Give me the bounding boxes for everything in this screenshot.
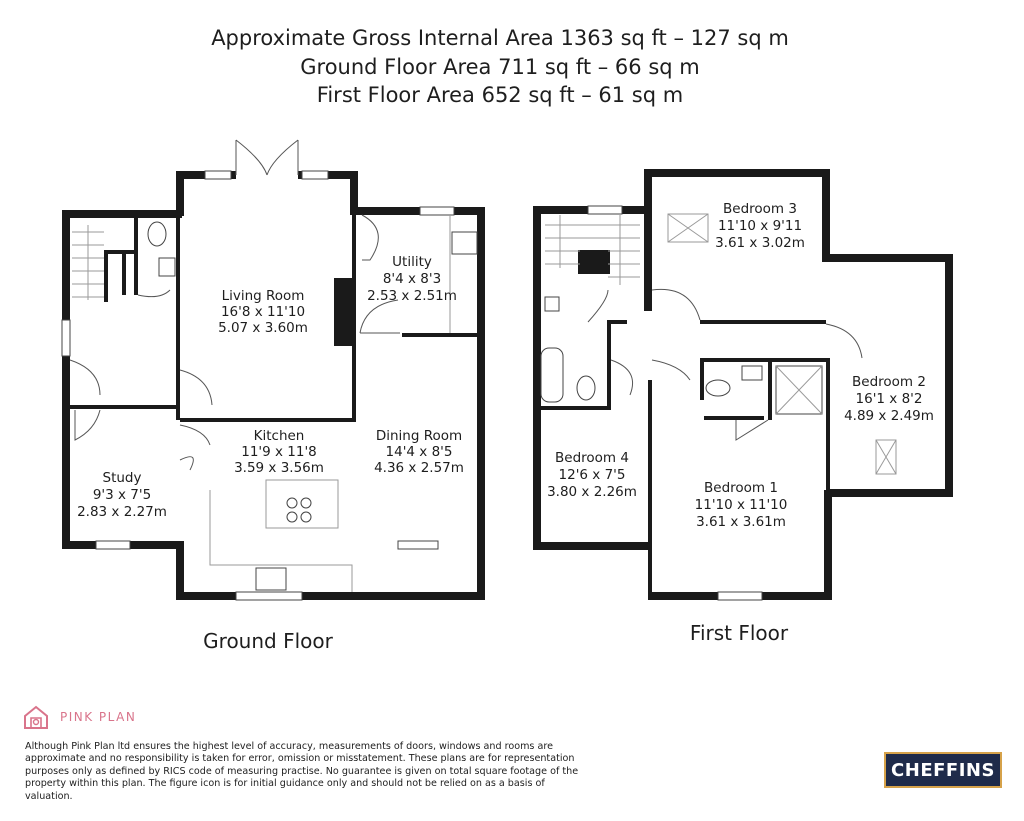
wall xyxy=(824,490,832,600)
first-floor-area-title: First Floor Area 652 sq ft – 61 sq m xyxy=(316,83,684,107)
wall xyxy=(104,250,108,302)
svg-text:Bedroom 2: Bedroom 2 xyxy=(852,374,926,390)
svg-text:12'6 x 7'5: 12'6 x 7'5 xyxy=(558,467,626,483)
shower-tray xyxy=(776,366,822,414)
wall xyxy=(477,207,485,600)
wall xyxy=(176,215,180,420)
wall xyxy=(350,171,358,211)
wall xyxy=(176,171,184,216)
svg-text:Kitchen: Kitchen xyxy=(253,428,305,444)
svg-text:4.89 x 2.49m: 4.89 x 2.49m xyxy=(844,408,934,424)
window xyxy=(588,206,622,214)
svg-text:Bedroom 1: Bedroom 1 xyxy=(704,480,778,496)
window xyxy=(236,592,302,600)
wall xyxy=(350,207,484,215)
svg-text:3.61 x 3.61m: 3.61 x 3.61m xyxy=(696,514,786,530)
wall xyxy=(607,320,611,408)
ground-floor-area-title: Ground Floor Area 711 sq ft – 66 sq m xyxy=(300,55,700,79)
staircase xyxy=(72,225,104,300)
wall xyxy=(134,215,138,295)
svg-text:3.59 x 3.56m: 3.59 x 3.56m xyxy=(234,460,324,476)
svg-text:Bedroom 4: Bedroom 4 xyxy=(555,450,629,466)
ground-floor-plan xyxy=(62,140,485,653)
svg-text:3.80 x 2.26m: 3.80 x 2.26m xyxy=(547,484,637,500)
door xyxy=(826,324,862,358)
svg-text:11'10 x 9'11: 11'10 x 9'11 xyxy=(717,218,803,234)
door xyxy=(736,420,768,440)
window xyxy=(398,541,438,549)
bedroom-1-label xyxy=(695,480,788,530)
svg-text:16'1 x 8'2: 16'1 x 8'2 xyxy=(855,391,923,407)
svg-text:11'9 x 11'8: 11'9 x 11'8 xyxy=(241,444,317,460)
svg-text:5.07 x 3.60m: 5.07 x 3.60m xyxy=(218,320,308,336)
door xyxy=(75,410,100,440)
door xyxy=(611,360,633,395)
wall xyxy=(122,250,126,295)
svg-text:8'4 x 8'3: 8'4 x 8'3 xyxy=(382,271,442,287)
basin xyxy=(545,297,559,311)
hob-icon xyxy=(287,498,311,522)
wall xyxy=(822,254,952,262)
svg-text:2.83 x 2.27m: 2.83 x 2.27m xyxy=(77,504,167,520)
chimney-breast xyxy=(334,278,354,346)
wall xyxy=(180,418,356,422)
wall xyxy=(768,358,772,420)
door xyxy=(180,370,212,405)
worktop xyxy=(210,490,352,592)
wall xyxy=(700,358,704,400)
door xyxy=(360,300,400,333)
wall xyxy=(700,320,826,324)
bedroom-4-label xyxy=(547,450,637,500)
wall xyxy=(402,333,482,337)
ground-floor-label: Ground Floor xyxy=(203,629,333,653)
toilet xyxy=(706,380,730,396)
door xyxy=(652,360,690,380)
basin xyxy=(159,258,175,276)
door xyxy=(180,425,210,445)
svg-text:Living Room: Living Room xyxy=(221,288,305,304)
first-floor-label: First Floor xyxy=(689,621,789,645)
kitchen-island xyxy=(266,480,338,528)
svg-text:11'10 x 11'10: 11'10 x 11'10 xyxy=(694,497,788,513)
french-doors xyxy=(236,140,298,175)
svg-text:16'8 x 11'10: 16'8 x 11'10 xyxy=(220,304,306,320)
dining-room-label xyxy=(374,428,464,476)
wall xyxy=(826,358,830,496)
wall xyxy=(541,406,611,410)
wall xyxy=(648,380,652,598)
wall xyxy=(533,542,651,550)
svg-text:Dining Room: Dining Room xyxy=(375,428,463,444)
door xyxy=(362,215,378,260)
window xyxy=(62,320,70,356)
wall xyxy=(822,169,830,261)
wall xyxy=(700,358,826,362)
window xyxy=(718,592,762,600)
wall xyxy=(176,541,184,599)
skylight xyxy=(668,214,708,242)
wall xyxy=(644,169,830,177)
door xyxy=(70,360,100,395)
svg-text:4.36 x 2.57m: 4.36 x 2.57m xyxy=(374,460,464,476)
wall xyxy=(826,489,953,497)
utility-label xyxy=(367,254,457,304)
toilet xyxy=(577,376,595,400)
first-floor-plan xyxy=(533,169,953,645)
wall xyxy=(176,592,484,600)
kitchen-label xyxy=(234,428,324,476)
cheffins-logo: CHEFFINS xyxy=(884,752,1002,788)
sink xyxy=(452,232,477,254)
disclaimer-text: Although Pink Plan ltd ensures the highest level of accuracy, measurements of doors, windows and rooms are approximate and no responsibility is taken for error, omission or misstatement. These plans are for representation purposes only as defined by RICS code of measuring practise. No guarantee is given on total square footage of the property within this plan. The figure icon is for initial guidance only and should not be relied on as a basis of valuation. xyxy=(25,741,579,802)
wall xyxy=(580,252,608,272)
pink-plan-logo xyxy=(22,703,136,731)
svg-text:Utility: Utility xyxy=(392,254,432,270)
svg-text:14'4 x 8'5: 14'4 x 8'5 xyxy=(385,444,453,460)
basin xyxy=(742,366,762,380)
bath xyxy=(541,348,563,402)
bedroom-3-label xyxy=(715,201,805,251)
window xyxy=(96,541,130,549)
svg-text:3.61 x 3.02m: 3.61 x 3.02m xyxy=(715,235,805,251)
bedroom-2-label xyxy=(844,374,934,424)
house-logo-icon xyxy=(22,703,50,731)
window xyxy=(302,171,328,179)
svg-text:Study: Study xyxy=(102,470,142,486)
wall xyxy=(704,416,764,420)
wall xyxy=(70,405,180,409)
window xyxy=(420,207,454,215)
pink-plan-text: PINK PLAN xyxy=(60,710,137,724)
wall xyxy=(945,254,953,496)
skylight xyxy=(876,440,896,474)
svg-text:Bedroom 3: Bedroom 3 xyxy=(723,201,797,217)
wall xyxy=(62,210,70,548)
wall xyxy=(104,250,138,254)
door xyxy=(138,290,170,297)
wall xyxy=(533,206,541,550)
wall xyxy=(62,210,182,218)
door xyxy=(180,457,193,470)
kitchen-sink xyxy=(256,568,286,590)
svg-text:2.53 x 2.51m: 2.53 x 2.51m xyxy=(367,288,457,304)
door xyxy=(652,289,700,320)
study-label xyxy=(77,470,167,520)
toilet xyxy=(148,222,166,246)
door xyxy=(588,290,608,322)
gross-area-title: Approximate Gross Internal Area 1363 sq ft – 127 sq m xyxy=(211,26,789,50)
living-room-label xyxy=(218,288,308,336)
svg-text:9'3 x 7'5: 9'3 x 7'5 xyxy=(92,487,152,503)
wall xyxy=(644,169,652,311)
window xyxy=(205,171,231,179)
